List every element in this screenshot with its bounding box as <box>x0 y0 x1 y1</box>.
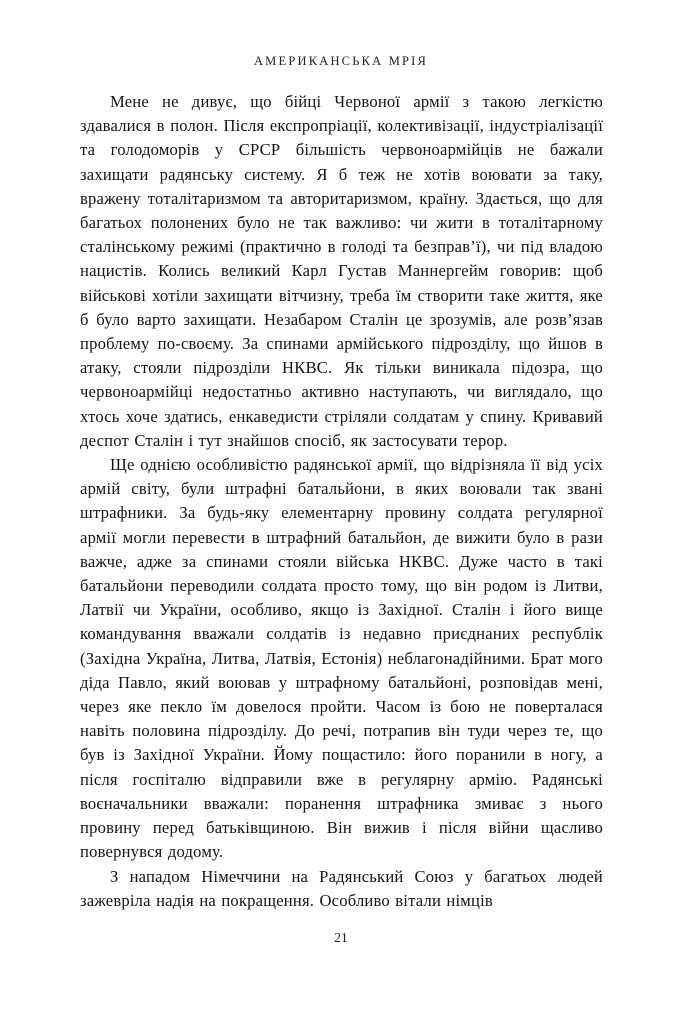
paragraph: Мене не дивує, що бійці Червоної армії з такою легкістю здавалися в полон. Після експропріації, колективізації, індустріалізації та голодоморів у СРСР більшість червоноармійців не бажали захищати радянську систему. Я б теж не хотів воювати за таку, вражену тоталітаризмом та авторитаризмом, країну. Здається, що для багатьох полонених було не так важливо: чи жити в тоталітарному сталінському режимі (практично в голоді та безправ’ї), чи під владою нацистів. Колись великий Карл Густав Маннергейм говорив: щоб військові хотіли захищати вітчизну, треба їм створити таке життя, яке б було варто захищати. Незабаром Сталін це зрозумів, але розв’язав проблему по-своєму. За спинами армійського підрозділу, що йшов в атаку, стояли підрозділи НКВС. Як тільки виникала підозра, що червоноармійці недостатньо активно наступають, чи виглядало, що хтось хоче здатись, енкаведисти стріляли солдатам у спину. Кривавий деспот Сталін і тут знайшов спосіб, як застосувати терор. <box>80 92 603 450</box>
running-header: АМЕРИКАНСЬКА МРІЯ <box>253 54 429 68</box>
page-body <box>80 90 603 913</box>
page-number: 21 <box>334 930 348 945</box>
paragraph: Ще однією особливістю радянської армії, що відрізняла її від усіх армій світу, були штрафні батальйони, в яких воювали так звані штрафники. За будь-яку елементарну провину солдата регулярної армії могли перевести в штрафний батальйон, де вижити було в рази важче, адже за спинами стояли війська НКВС. Дуже часто в такі батальйони переводили солдата просто тому, що він родом із Литви, Латвії чи України, особливо, якщо із Західної. Сталін і його вище командування вважали солдатів із недавно приєднаних республік (Західна Україна, Литва, Латвія, Естонія) неблагонадійними. Брат мого діда Павло, який воював у штрафному батальйоні, розповідав мені, через яке пекло їм довелося пройти. Часом із бою не поверталася навіть половина підрозділу. До речі, потрапив він туди через те, що був із Західної України. Йому пощастило: його поранили в ногу, а після госпіталю відправили вже в регулярну армію. Радянські воєначальники вважали: поранення штрафника змиває з нього провину перед батьківщиною. Він вижив і після війни щасливо повернувся додому. <box>80 455 603 862</box>
paragraph: З нападом Німеччини на Радянський Союз у багатьох людей зажевріла надія на покращення. Особливо вітали німців <box>80 866 603 910</box>
